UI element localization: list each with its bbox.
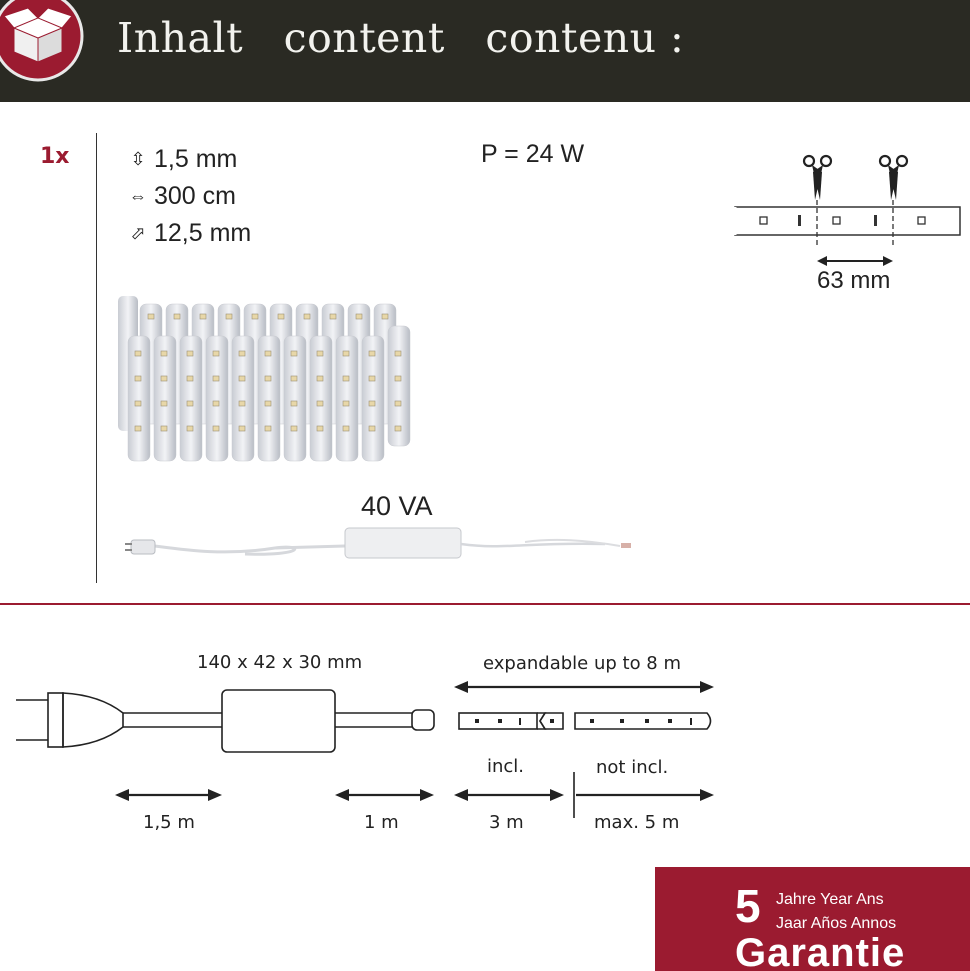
spec-height [126, 145, 237, 174]
section-divider [0, 603, 970, 605]
not-included-label: not incl. [596, 757, 669, 778]
spec-width-value: 12,5 mm [154, 219, 252, 247]
package-box-icon [0, 0, 84, 86]
guarantee-years: 5 [735, 880, 761, 932]
spec-length [126, 182, 236, 211]
guarantee-years-text-1: Jahre Year Ans [776, 891, 884, 908]
power-rating: P = 24 W [481, 140, 585, 168]
included-strip-length-label: 3 m [489, 812, 524, 833]
scissors-icon [880, 156, 907, 200]
spec-length-value: 300 cm [154, 182, 236, 210]
divider-vertical [96, 133, 97, 583]
spec-height-value: 1,5 mm [154, 145, 238, 173]
quantity-label: 1x [40, 144, 70, 169]
guarantee-badge [655, 867, 970, 971]
driver-rating-label: 40 VA [361, 491, 433, 521]
scissors-icon [804, 156, 831, 200]
wiring-diagram [0, 640, 970, 850]
spec-width [126, 219, 251, 248]
driver-dimensions-label: 140 x 42 x 30 mm [197, 652, 363, 673]
max-strip-length-label: max. 5 m [594, 812, 680, 833]
guarantee-word: Garantie [735, 931, 906, 971]
cut-interval-label: 63 mm [817, 267, 891, 294]
height-arrow-icon: ⇳ [130, 149, 146, 169]
included-label: incl. [487, 756, 525, 777]
led-strip-reel-image [118, 296, 418, 466]
strip-cable-length-label: 1 m [364, 812, 399, 833]
length-arrow-icon: ⇔ [129, 186, 147, 206]
page-title: Inhalt content contenu : [117, 14, 685, 62]
guarantee-years-text-2: Jaar Años Annos [776, 915, 897, 932]
width-arrow-icon: ⬀ [130, 223, 146, 243]
expandable-label: expandable up to 8 m [483, 653, 682, 674]
header-bar [0, 0, 970, 102]
driver-with-cable-image [125, 520, 645, 570]
plug-cable-length-label: 1,5 m [143, 812, 195, 833]
